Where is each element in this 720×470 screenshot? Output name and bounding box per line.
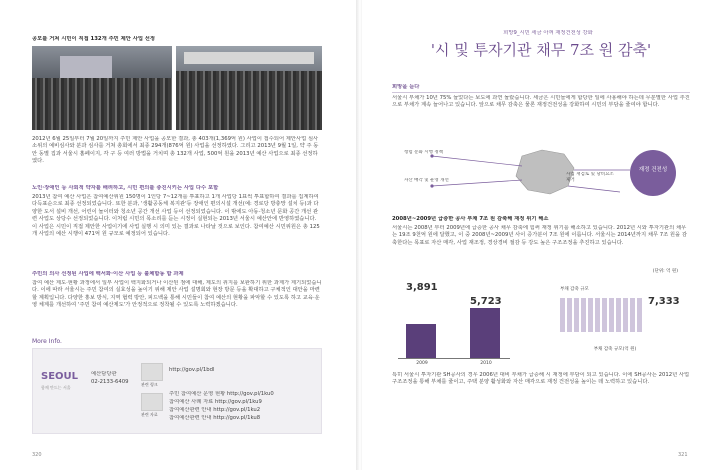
link-label: 관련 링크 (141, 382, 158, 387)
subheading-1: 노인·장애인 등 사회적 약자를 배려하고, 시민 편의를 증진시키는 사업 다수 포함 (32, 185, 219, 191)
more-info-box (32, 348, 322, 434)
side-label: 부채 감축 규모 (560, 287, 589, 292)
bar-2010 (470, 308, 500, 358)
page-number-left: 320 (32, 452, 42, 458)
diagram-node-1: 청렴 문화 시행 정책 (404, 150, 444, 155)
divider (392, 92, 690, 93)
event-photo-left (32, 46, 172, 130)
paragraph-1: 2012년 6월 25일부터 7월 20일까지 주민 제안 사업을 공모한 결과, 총 403개(1,369억 원) 사업이 접수되어 제안사업 심사소위의 예비심사와 분과 심사를 거쳐 총회에서 최종 294개(876억 원) 사업을 선정하였다. 그리고 2013년 9월 1일, 약 주 동안 동별 집과 서울시 홈페이지, 각 구 등 여러 방법을 거치며 총 132개 사업, 500억 원을 2013년 예산 사업으로 최종 선정하였다. (32, 136, 319, 165)
debt-chart (392, 268, 690, 368)
dept-phone: 02-2133-6409 (91, 379, 129, 385)
bottom-caption: 부채 감축 규모(억 원) (593, 347, 637, 352)
intro-text: 서울시 부채가 10년 75% 늘었다는 보도에 과연 놀랐습니다. 세금은 시민들에게 합당한 일에 사용해야 하는데 무분별한 사업 추진으로 부채가 계속 늘어나고 있습니다. 앞으로 채무 감축은 물론 재정건전성을 강화하여 시민의 부담을 줄여야 합니다. (392, 95, 690, 109)
document-icon (141, 393, 163, 411)
side-bar-pattern (560, 298, 642, 332)
left-page (0, 0, 358, 470)
ref-link-1[interactable]: 주민 참여예산 운영 현황 http://gov.pl/1ku0 (169, 391, 274, 397)
event-photo-right (176, 46, 322, 130)
ref-link-3[interactable]: 참여예산관련 안내 http://gov.pl/1ku2 (169, 407, 261, 413)
section-heading: 2008년~2009년 급증한 공사 부채 7조 원 감축해 재정 위기 해소 (392, 216, 549, 222)
ref-label: 관련 자료 (141, 412, 158, 417)
kicker: 희망9_시민 세금 아껴 재정건전성 강화 (503, 30, 593, 36)
dept-name: 예산담당관 (91, 371, 117, 377)
more-info-label: More Info. (32, 338, 62, 345)
chart-unit: (단위: 억 원) (652, 269, 678, 274)
link-icon (141, 363, 163, 381)
closing-paragraph: 특히 서울시 투자기관 SH공사의 경우 2006년 대비 부채가 급증해 시 재정에 부담이 되고 있습니다. 이에 SH공사는 2012년 사업 구조조정을 통해 부채를 줄이고, 주택 분양 활성화와 자산 매각으로 재정 건전성을 높이는 데 노력하고 있습니다. (392, 372, 690, 386)
link-url[interactable]: http://gov.pl/1bdl (169, 367, 215, 373)
diagram-node-3: 사업 재검토 및 낭비요소 제거 (566, 172, 614, 183)
fiscal-health-circle (630, 150, 676, 196)
subheading-2: 주민의 의사 선정된 사업에 백서화·이산 사업 등 불체합동 합 과제 (32, 271, 184, 277)
value-label-side: 7,333 (648, 296, 680, 307)
bar-2009 (406, 324, 436, 358)
paragraph-3: 참여 예산 제도·현황 과정에서 일부 사업이 백지화되거나 이산된 점에 대해, 제도의 취지를 보완하기 위한 과제가 제기되었습니다. 이에 따라 서울시는 주민 참여의 실효성을 높이기 위해 제안 사업 설명회와 현장 방문 등을 확대하고 구체적인 대안을 마련할 계획입니다. 다양한 홍보 방식, 지역 협력 방안, 피드백을 통해 시민들이 참여 예산의 현황을 파악할 수 있도록 하고 교육·운영 체계를 개선하여 '주민 참여 예산제도'가 안정적으로 정착될 수 있도록 노력하겠습니다. (32, 280, 322, 309)
paragraph-2: 2013년 참여 예산 사업은 참여예산위원 150명이 1인당 7~12개를 투표하고 1개 사업당 1표씩 투표합하여 결과를 집계하여 다득표순으로 최종 선정되었습니다. 또한 분과, '생활공동체 복지관'등 장애인 편의시설 개선(예: 경로당 방충망 설치 등)과 다양한 도서 설비 개선, 어린이 놀이터와 청소년 공간 개선 사업 등이 선정되었습니다. 이 밖에도 아동·청소년 문화 공간 개선 관련 사업도 상당수 선정되었습니다. 이처럼 시민의 목소리를 듣는 시정이 실현되는 2013년 서울시 예산안에 반영하였습니다. 이 사업은 시민이 직접 제안한 사업이기에 사업 실행 시 의미 있는 결과로 나타날 것으로 보인다. 참여예산 시민위원은 총 125개 사업의 예산 시행이 471억 원 규모로 예정되어 있습니다. (32, 194, 320, 238)
diagram-node-4: 재정 건전성 (638, 167, 668, 173)
section-paragraph: 서울시는 2008년 부터 2009년에 급증한 공사 채무 감축에 힘써 재정 위기를 해소하고 있습니다. 2012년 시와 투자기관의 채무는 19조 9천억 원에 달했고, 이 중 2008년~2009년 사이 증가분이 7조 원에 이릅니다. 서울시는 2014년까지 채무 7조 원을 감축한다는 목표로 자산 매각, 사업 재조정, 경상경비 절감 등 강도 높은 구조조정을 추진하고 있습니다. (392, 225, 687, 246)
ref-link-4[interactable]: 참여예산관련 안내 http://gov.pl/1ku8 (169, 415, 261, 421)
page-number-right: 321 (678, 452, 688, 458)
category-2010: 2010 (480, 361, 492, 366)
diagram-node-2: 자산 매각 및 운영 개선 (404, 178, 449, 183)
page-title: '시 및 투자기관 채무 7조 원 감축' (430, 41, 652, 59)
sub-heading: 희망을 듣다 (392, 84, 420, 90)
value-label-2009: 3,891 (406, 282, 438, 293)
seoul-tagline: 함께 만드는 서울 (41, 385, 71, 390)
seoul-logo: SEOUL (41, 371, 79, 382)
x-axis (398, 358, 510, 359)
category-2009: 2009 (416, 361, 428, 366)
photo-caption: 공모를 거쳐 시민이 직접 132개 주민 제안 사업 선정 (32, 36, 156, 42)
right-page (362, 0, 720, 470)
value-label-2010: 5,723 (470, 296, 502, 307)
ref-link-2[interactable]: 참여예산 사례 자료 http://gov.pl/1ku9 (169, 399, 262, 405)
